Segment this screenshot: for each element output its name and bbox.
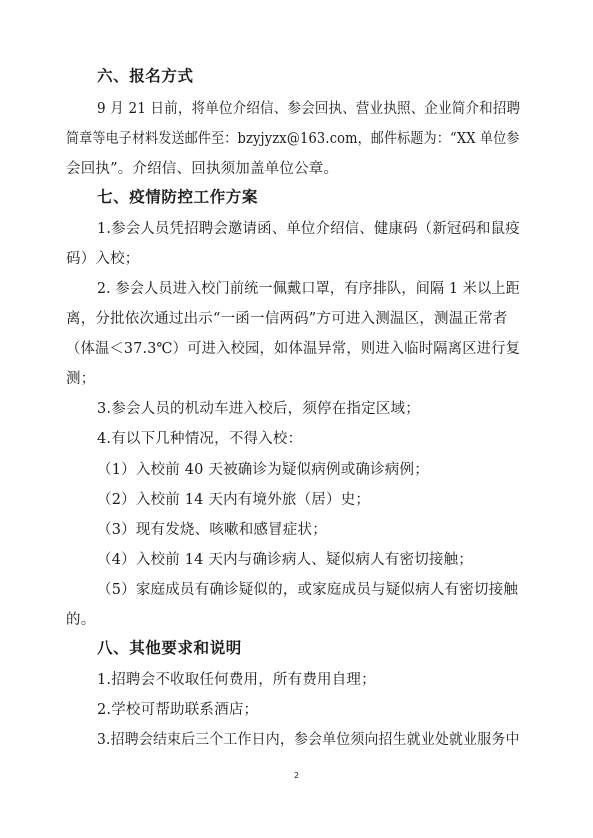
paragraph-line: 码）入校； xyxy=(66,251,140,267)
list-item: （2）入校前 14 天内有境外旅（居）史； xyxy=(97,492,371,508)
paragraph-line: 1.招聘会不收取任何费用，所有费用自理； xyxy=(97,672,376,688)
list-item: （3）现有发烧、咳嗽和感冒症状； xyxy=(97,522,327,538)
section-heading-registration: 六、报名方式 xyxy=(97,67,194,85)
paragraph-line: 3.参会人员的机动车进入校后，须停在指定区域； xyxy=(97,401,420,417)
paragraph-line: 2.学校可帮助联系酒店； xyxy=(97,702,259,718)
paragraph-line: 4.有以下几种情况，不得入校： xyxy=(97,431,303,447)
section-heading-other-requirements: 八、其他要求和说明 xyxy=(97,639,242,657)
paragraph-line: 简章等电子材料发送邮件至：bzyjyzx@163.com，邮件标题为：“XX 单位参 xyxy=(66,131,520,147)
paragraph-line: （体温＜37.3℃）可进入校园，如体温异常，则进入临时隔离区进行复 xyxy=(66,341,521,357)
paragraph-line: 2. 参会人员进入校门前统一佩戴口罩，有序排队，间隔 1 米以上距 xyxy=(97,281,520,297)
paragraph-line: 3.招聘会结束后三个工作日内，参会单位须向招生就业处就业服务中 xyxy=(97,732,520,748)
list-item: （1）入校前 40 天被确诊为疑似病例或确诊病例； xyxy=(97,462,429,478)
list-item: （5）家庭成员有确诊疑似的，或家庭成员与疑似病人有密切接触 xyxy=(97,582,519,598)
paragraph-line: 测； xyxy=(66,371,96,387)
paragraph-line: 9 月 21 日前，将单位介绍信、参会回执、营业执照、企业简介和招聘 xyxy=(97,101,521,117)
section-heading-epidemic-prevention: 七、疫情防控工作方案 xyxy=(97,188,259,206)
paragraph-line: 的。 xyxy=(66,612,96,628)
list-item: （4）入校前 14 天内与确诊病人、疑似病人有密切接触； xyxy=(97,552,473,568)
paragraph-line: 会回执”。介绍信、回执须加盖单位公章。 xyxy=(66,161,339,177)
paragraph-line: 1.参会人员凭招聘会邀请函、单位介绍信、健康码（新冠码和鼠疫 xyxy=(97,221,520,237)
paragraph-line: 离，分批依次通过出示“一函一信两码”方可进入测温区，测温正常者 xyxy=(66,311,508,327)
page-number: 2 xyxy=(293,771,300,780)
